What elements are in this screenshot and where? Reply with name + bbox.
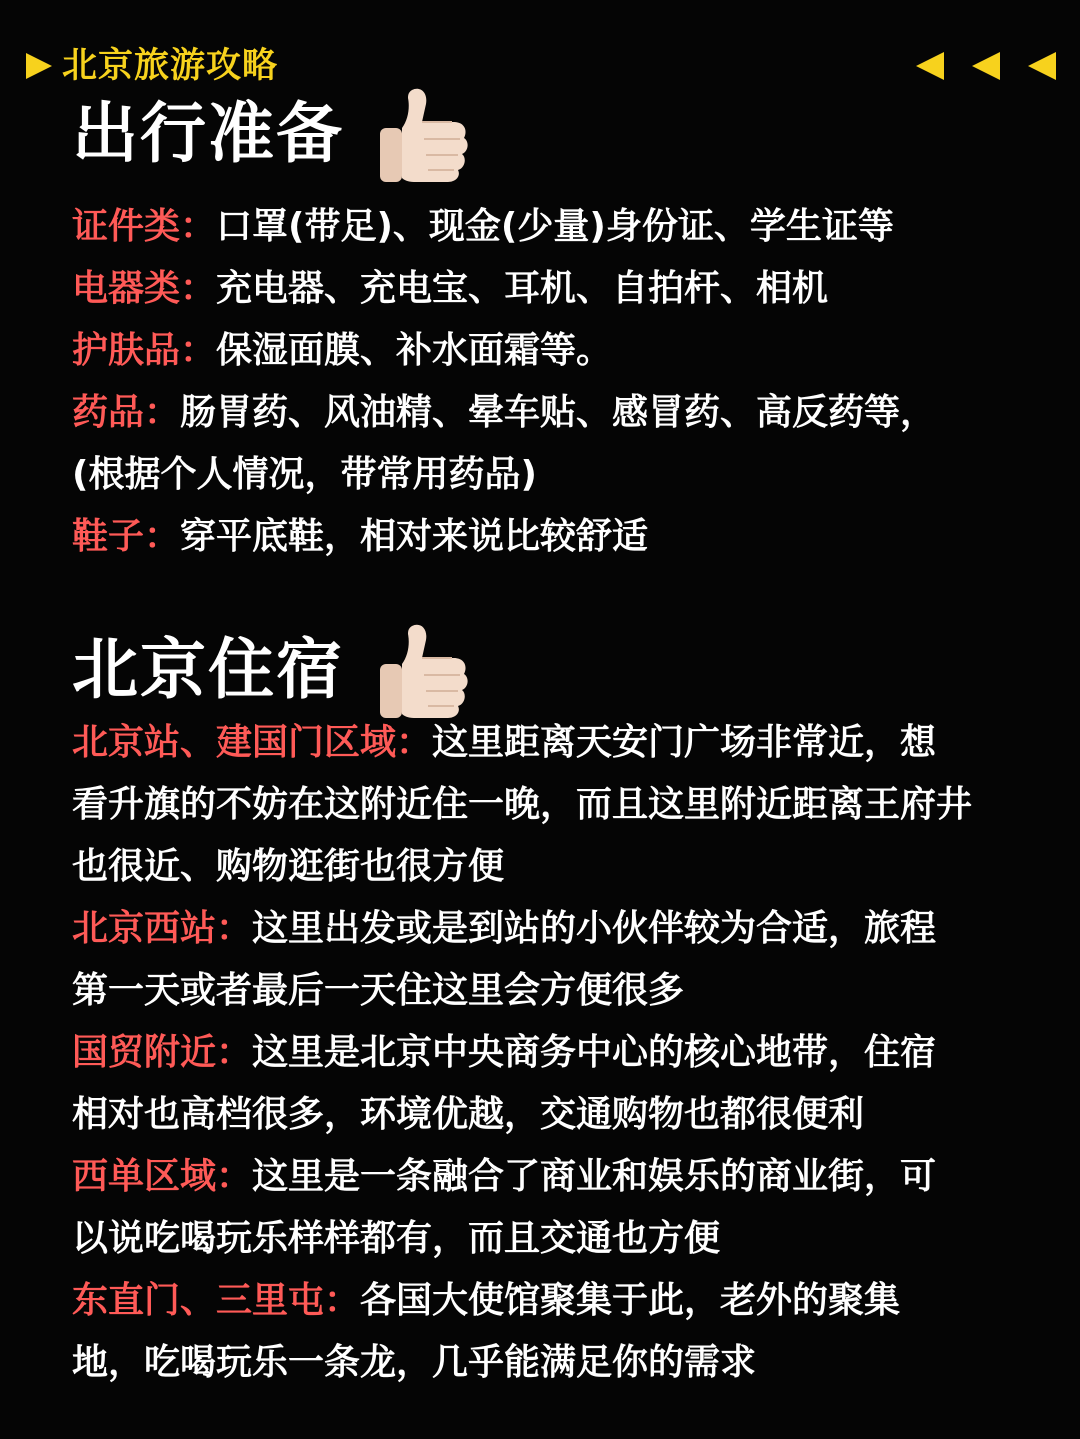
item-text: 充电器、充电宝、耳机、自拍杆、相机 [216,268,829,309]
item-label: 鞋子： [72,516,181,557]
section-title-accommodation [72,620,470,720]
item-label: 药品： [72,392,181,433]
item-label: 东直门、三里屯： [72,1280,361,1321]
item-text: 这里距离天安门广场非常近，想看升旗的不妨在这附近住一晚，而且这里附近距离王府井也很近、购物逛街也很方便 [72,722,973,887]
list-item [72,1022,972,1146]
thumbs-up-icon [374,620,470,720]
item-label: 西单区域： [72,1156,253,1197]
item-text: 口罩(带足)、现金(少量)身份证、学生证等 [216,206,894,247]
list-item [72,898,972,1022]
list-item [72,712,972,898]
item-text: 这里出发或是到站的小伙伴较为合适，旅程第一天或者最后一天住这里会方便很多 [72,908,937,1011]
left-arrow-icon [972,52,1000,80]
play-arrow-icon [26,53,52,79]
list-item [72,320,972,382]
section-title-preparation [72,84,470,184]
series-title: 北京旅游攻略 [62,46,279,86]
item-label: 北京站、建国门区域： [72,722,433,763]
accommodation-list [72,712,972,1394]
left-arrow-icon [916,52,944,80]
item-label: 证件类： [72,206,217,247]
item-text: 肠胃药、风油精、晕车贴、感冒药、高反药等，(根据个人情况，带常用药品) [72,392,937,495]
item-label: 国贸附近： [72,1032,253,1073]
item-label: 北京西站： [72,908,253,949]
rewind-arrows [916,52,1056,80]
list-item [72,258,972,320]
section-heading: 出行准备 [72,95,344,172]
item-text: 这里是北京中央商务中心的核心地带，住宿相对也高档很多，环境优越，交通购物也都很便利 [72,1032,937,1135]
preparation-list [72,196,972,568]
list-item [72,506,972,568]
item-text: 各国大使馆聚集于此，老外的聚集地，吃喝玩乐一条龙，几乎能满足你的需求 [72,1280,901,1383]
list-item [72,1146,972,1270]
list-item [72,196,972,258]
item-text: 这里是一条融合了商业和娱乐的商业街，可以说吃喝玩乐样样都有，而且交通也方便 [72,1156,937,1259]
left-arrow-icon [1028,52,1056,80]
item-text: 穿平底鞋，相对来说比较舒适 [180,516,649,557]
list-item [72,1270,972,1394]
list-item [72,382,972,506]
section-heading: 北京住宿 [72,631,344,708]
thumbs-up-icon [374,84,470,184]
item-text: 保湿面膜、补水面霜等。 [216,330,613,371]
item-label: 电器类： [72,268,217,309]
item-label: 护肤品： [72,330,217,371]
